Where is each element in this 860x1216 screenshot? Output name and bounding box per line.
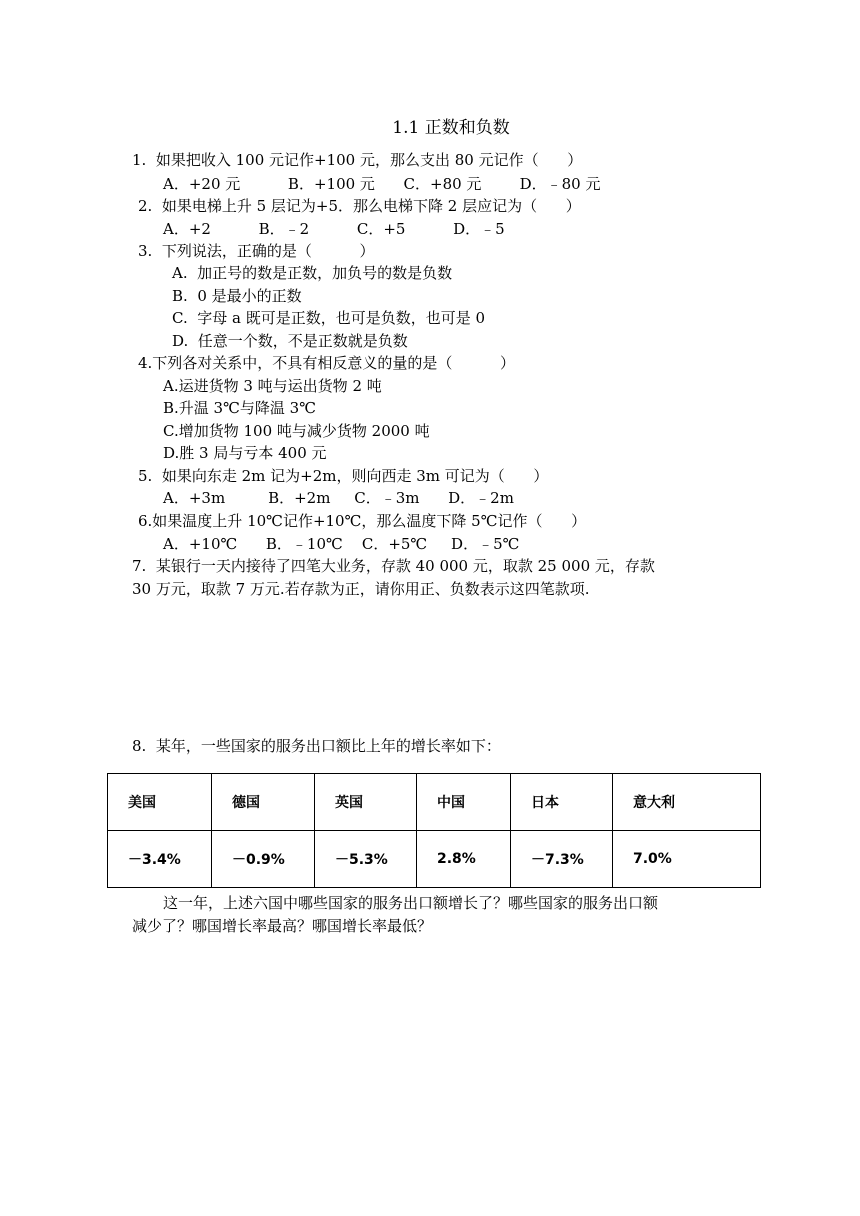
table-header-row <box>108 774 761 831</box>
table-cell-rate: －3.4% <box>108 831 212 888</box>
question-3-option-a: A. 加正号的数是正数，加负号的数是负数 <box>172 264 453 282</box>
question-7-line-2: 30 万元，取款 7 万元.若存款为正，请你用正、负数表示这四笔款项. <box>132 580 590 598</box>
question-1: 1. 如果把收入 100 元记作+100 元，那么支出 80 元记作（ ） <box>132 151 583 169</box>
table-cell-country: 英国 <box>315 774 417 831</box>
question-2-options: A．+2 B．﹣2 C．+5 D．﹣5 <box>163 220 505 238</box>
question-4-option-a: A.运进货物 3 吨与运出货物 2 吨 <box>163 377 382 395</box>
question-7-line-1: 7. 某银行一天内接待了四笔大业务，存款 40 000 元，取款 25 000 元，存款 <box>132 557 655 575</box>
question-4-option-d: D.胜 3 局与亏本 400 元 <box>163 444 327 462</box>
table-cell-country: 美国 <box>108 774 212 831</box>
table-row <box>108 831 761 888</box>
table-cell-country: 德国 <box>212 774 315 831</box>
question-5-options: A．+3m B．+2m C．﹣3m D．﹣2m <box>163 489 514 507</box>
table-cell-country: 中国 <box>417 774 511 831</box>
table-cell-rate: －7.3% <box>511 831 613 888</box>
question-6-options: A．+10℃ B．﹣10℃ C．+5℃ D．﹣5℃ <box>163 535 520 553</box>
question-8-prompt-line-2: 减少了？哪国增长率最高？哪国增长率最低？ <box>132 917 433 935</box>
question-2: 2. 如果电梯上升 5 层记为+5．那么电梯下降 2 层应记为（ ） <box>138 197 581 215</box>
question-4-option-b: B.升温 3℃与降温 3℃ <box>163 399 316 417</box>
question-3-option-c: C. 字母 a 既可是正数，也可是负数，也可是 0 <box>172 309 486 327</box>
question-3: 3. 下列说法，正确的是（ ） <box>138 242 375 260</box>
question-1-options: A．+20 元 B．+100 元 C．+80 元 D．﹣80 元 <box>163 175 601 193</box>
growth-rate-table <box>107 773 761 888</box>
question-8: 8. 某年，一些国家的服务出口额比上年的增长率如下： <box>132 737 501 755</box>
question-4-option-c: C.增加货物 100 吨与减少货物 2000 吨 <box>163 422 430 440</box>
question-3-option-d: D. 任意一个数，不是正数就是负数 <box>172 332 408 350</box>
table-cell-rate: －5.3% <box>315 831 417 888</box>
page-title: 1.1 正数和负数 <box>392 118 510 138</box>
question-8-prompt-line-1: 这一年，上述六国中哪些国家的服务出口额增长了？哪些国家的服务出口额 <box>163 894 659 912</box>
table-cell-rate: 2.8% <box>417 831 511 888</box>
table-cell-rate: 7.0% <box>613 831 761 888</box>
table-cell-country: 意大利 <box>613 774 761 831</box>
question-6: 6.如果温度上升 10℃记作+10℃，那么温度下降 5℃记作（ ） <box>138 512 587 530</box>
question-5: 5. 如果向东走 2m 记为+2m，则向西走 3m 可记为（ ） <box>138 467 549 485</box>
question-3-option-b: B. 0 是最小的正数 <box>172 287 302 305</box>
table-cell-rate: －0.9% <box>212 831 315 888</box>
table-cell-country: 日本 <box>511 774 613 831</box>
question-4: 4.下列各对关系中，不具有相反意义的量的是（ ） <box>138 354 515 372</box>
